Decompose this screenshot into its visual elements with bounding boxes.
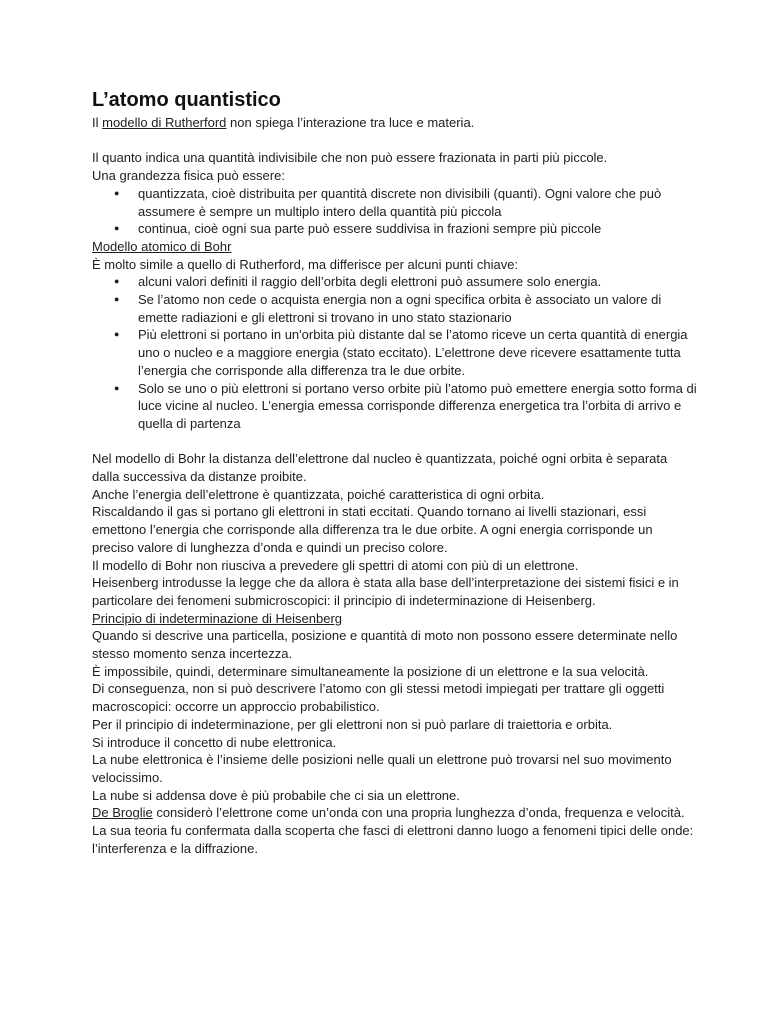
grandezza-paragraph: Una grandezza fisica può essere: — [92, 168, 285, 184]
list-item: ● continua, cioè ogni sua parte può essere suddivisa in frazioni sempre più piccole — [92, 220, 698, 238]
quanto-paragraph: Il quanto indica una quantità indivisibile che non può essere frazionata in parti più piccole. — [92, 150, 608, 166]
debroglie-rest: considerò l’elettrone come un’onda con una propria lunghezza d’onda, frequenza e velocità. — [152, 805, 685, 821]
list-item: ● alcuni valori definiti il raggio dell’orbita degli elettroni può assumere solo energia. — [92, 273, 698, 291]
debroglie-link[interactable]: De Broglie — [92, 805, 153, 821]
body-paragraph: Nel modello di Bohr la distanza dell’elettrone dal nucleo è quantizzata, poiché ogni orbita è separata dalla successiva da distanze proibite. — [92, 451, 668, 485]
spacer — [92, 433, 698, 451]
heisenberg-paragraph: Per il principio di indeterminazione, per gli elettroni non si può parlare di traiettoria e orbita. — [92, 716, 613, 732]
spacer — [92, 132, 698, 150]
bohr-heading[interactable]: Modello atomico di Bohr — [92, 238, 232, 254]
intro-lead: Il — [92, 115, 103, 130]
list-item: ● Più elettroni si portano in un'orbita più distante dal se l’atomo riceve un certa quantità di energia uno o nucleo e a maggiore energia (stato eccitato). L’elettrone deve ricevere esattamente tutta l’energia che corrisponde alla differenza tra le due orbite. — [92, 326, 698, 379]
heisenberg-paragraph: La nube si addensa dove è più probabile che ci sia un elettrone. — [92, 787, 460, 803]
list-item: ● Se l’atomo non cede o acquista energia non a ogni specifica orbita è associato un valore di emette radiazioni e gli elettroni si trovano in uno stato stazionario — [92, 291, 698, 326]
heisenberg-paragraph: Si introduce il concetto di nube elettronica. — [92, 734, 337, 750]
bohr-list — [92, 273, 698, 432]
debroglie-final-paragraph: La sua teoria fu confermata dalla scoperta che fasci di elettroni danno luogo a fenomeni tipici delle onde: l’interferenza e la diffrazione. — [92, 823, 694, 856]
body-paragraph: Heisenberg introdusse la legge che da allora è stata alla base dell’interpretazione dei sistemi fisici e in particolare dei fenomeni submicroscopici: il principio di indeterminazione di Heisenberg. — [92, 575, 679, 608]
body-paragraph: Anche l’energia dell’elettrone è quantizzata, poiché caratteristica di ogni orbita. — [92, 486, 545, 502]
heisenberg-paragraph: È impossibile, quindi, determinare simultaneamente la posizione di un elettrone e la sua velocità. — [92, 663, 649, 679]
intro-paragraph — [92, 114, 698, 132]
list-item: ● quantizzata, cioè distribuita per quantità discrete non divisibili (quanti). Ogni valore che può assumere è sempre un multiplo intero della quantità più piccola — [92, 185, 698, 220]
bohr-intro: È molto simile a quello di Rutherford, ma differisce per alcuni punti chiave: — [92, 256, 519, 272]
heisenberg-paragraph: Di conseguenza, non si può descrivere l’atomo con gli stessi metodi impiegati per trattare gli oggetti macroscopici: occorre un approccio probabilistico. — [92, 681, 665, 715]
heisenberg-heading[interactable]: Principio di indeterminazione di Heisenberg — [92, 610, 343, 626]
rutherford-link[interactable]: modello di Rutherford — [102, 115, 227, 130]
intro-rest: non spiega l’interazione tra luce e materia. — [226, 115, 475, 130]
heisenberg-paragraph: Quando si descrive una particella, posizione e quantità di moto non possono essere determinate nello stesso momento senza incertezza. — [92, 628, 678, 662]
quanto-list — [92, 185, 698, 238]
body-paragraph: Il modello di Bohr non riusciva a prevedere gli spettri di atomi con più di un elettrone. — [92, 557, 579, 573]
heisenberg-paragraph: La nube elettronica è l’insieme delle posizioni nelle quali un elettrone può trovarsi nel suo movimento velocissimo. — [92, 752, 672, 785]
list-item: ● Solo se uno o più elettroni si portano verso orbite più l’atomo può emettere energia sotto forma di luce vicine al nucleo. L’energia emessa corrisponde differenza energetica tra l’orbita di arrivo e quella di partenza — [92, 380, 698, 433]
debroglie-paragraph — [92, 804, 698, 822]
body-paragraph: Riscaldando il gas si portano gli elettroni in stati eccitati. Quando tornano ai livelli stazionari, essi emettono l’energia che corrisponde alla differenza tra le due orbite. A ogni energia corrisponde un preciso valore di lunghezza d’onda e quindi un preciso colore. — [92, 504, 653, 555]
page-title: L’atomo quantistico — [92, 89, 281, 111]
